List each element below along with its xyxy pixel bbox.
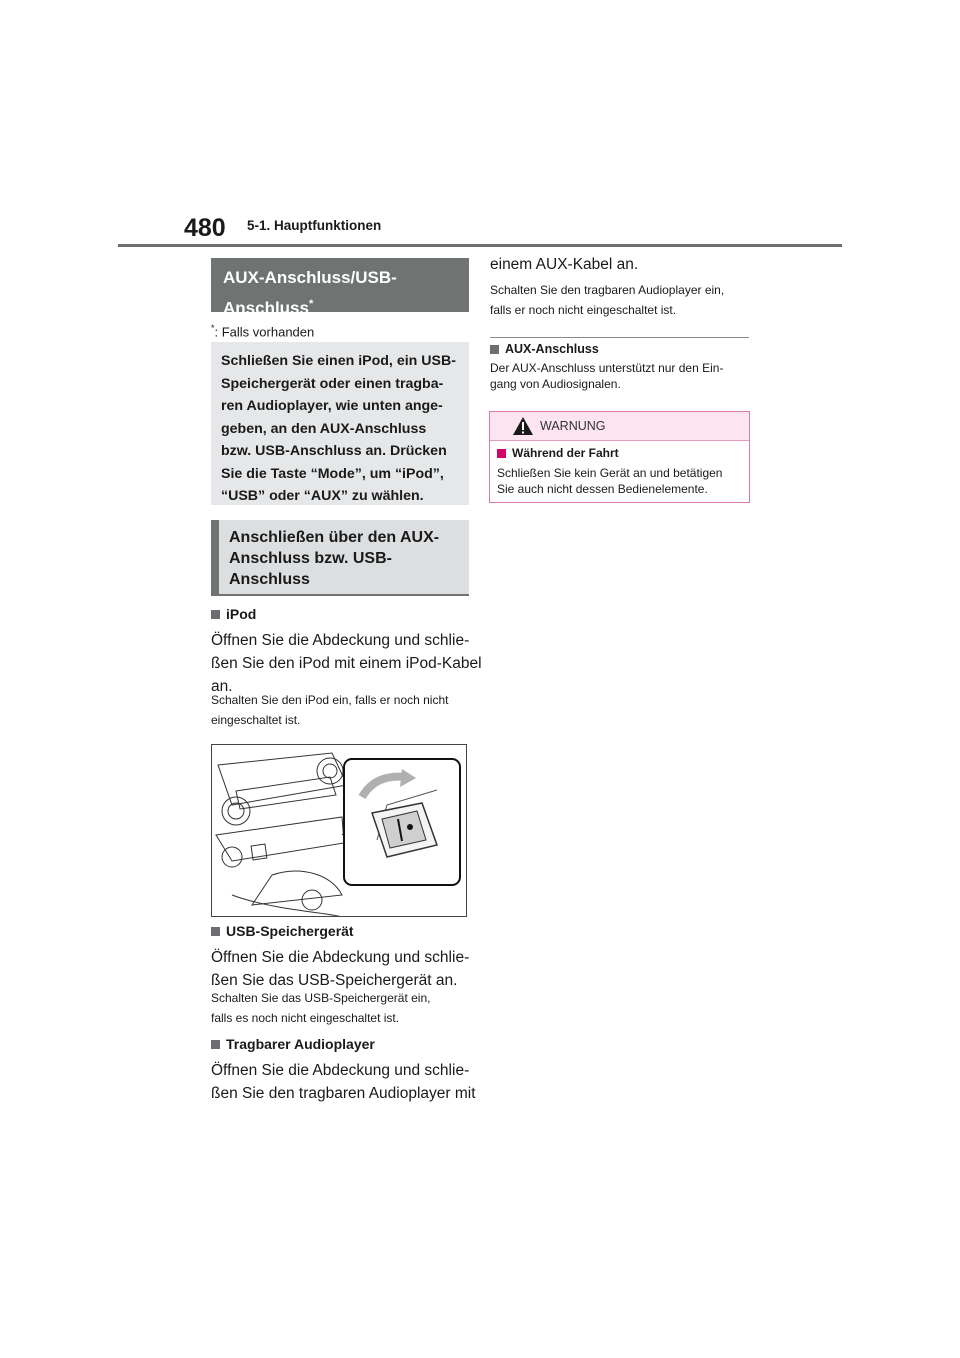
page-title <box>223 265 397 322</box>
player-body-line: ßen Sie den tragbaren Audioplayer mit <box>211 1085 476 1102</box>
usb-body-line: ßen Sie das USB-Speichergerät an. <box>211 972 458 989</box>
player-heading <box>211 1036 375 1052</box>
footnote-marker: * <box>211 323 215 333</box>
warning-header <box>490 412 749 441</box>
intro-line: Sie die Taste “Mode”, um “iPod”, <box>221 465 444 482</box>
header-rule <box>118 244 842 247</box>
aux-body-line: Der AUX-Anschluss unterstützt nur den Ein- <box>490 361 724 375</box>
subheading-line: Anschluss <box>229 571 310 588</box>
section-divider <box>490 337 749 338</box>
intro-line: “USB” oder “AUX” zu wählen. <box>221 488 424 504</box>
player-heading-text: Tragbarer Audioplayer <box>226 1036 375 1052</box>
ipod-note-line: Schalten Sie den iPod ein, falls er noch nicht <box>211 693 449 707</box>
intro-line: Schließen Sie einen iPod, ein USB- <box>221 353 456 369</box>
ipod-body-line: Öffnen Sie die Abdeckung und schlie- <box>211 632 470 649</box>
title-line-2: Anschluss <box>223 298 309 318</box>
subheading-text <box>229 527 465 590</box>
subheading-box <box>211 520 469 596</box>
warning-body <box>497 465 722 497</box>
footnote <box>211 323 314 339</box>
subheading-line: Anschluss bzw. USB- <box>229 550 392 567</box>
bullet-square-icon <box>211 927 220 936</box>
player-note <box>490 280 724 320</box>
ipod-body-line: an. <box>211 678 233 695</box>
usb-body-line: Öffnen Sie die Abdeckung und schlie- <box>211 949 470 966</box>
player-body <box>211 1059 476 1105</box>
aux-body-line: gang von Audiosignalen. <box>490 377 621 391</box>
usb-body <box>211 946 469 992</box>
section-title: 5-1. Hauptfunktionen <box>247 218 382 233</box>
bullet-square-icon <box>497 449 506 458</box>
usb-heading-text: USB-Speichergerät <box>226 923 354 939</box>
warning-triangle-icon <box>512 416 534 436</box>
footnote-text: : Falls vorhanden <box>214 324 315 340</box>
title-line-1: AUX-Anschluss/USB- <box>223 268 397 287</box>
aux-heading <box>490 342 599 356</box>
intro-line: bzw. USB-Anschluss an. Drücken <box>221 443 447 459</box>
console-drawing <box>212 745 467 917</box>
aux-body <box>490 360 723 392</box>
player-note-line: Schalten Sie den tragbaren Audioplayer ein, <box>490 283 725 297</box>
usb-port-illustration <box>211 744 467 917</box>
ipod-body-line: ßen Sie den iPod mit einem iPod-Kabel <box>211 655 482 672</box>
usb-note <box>211 988 430 1028</box>
usb-note-line: falls es noch nicht eingeschaltet ist. <box>211 1011 400 1025</box>
intro-box <box>211 342 469 505</box>
player-body-line: Öffnen Sie die Abdeckung und schlie- <box>211 1062 470 1079</box>
ipod-note <box>211 690 448 730</box>
bullet-square-icon <box>490 345 499 354</box>
page-number: 480 <box>184 214 226 242</box>
title-marker: * <box>308 298 314 310</box>
warning-box <box>489 411 750 503</box>
page-title-box <box>211 258 469 318</box>
warning-label: WARNUNG <box>540 419 606 433</box>
ipod-heading <box>211 606 256 622</box>
bullet-square-icon <box>211 1040 220 1049</box>
bullet-square-icon <box>211 610 220 619</box>
subheading-line: Anschließen über den AUX- <box>229 529 440 546</box>
warning-body-line: Sie auch nicht dessen Bedienelemente. <box>497 482 708 496</box>
usb-note-line: Schalten Sie das USB-Speichergerät ein, <box>211 991 431 1005</box>
intro-line: Speichergerät oder einen tragba- <box>221 375 444 392</box>
intro-text <box>221 350 465 508</box>
aux-heading-text: AUX-Anschluss <box>505 342 599 356</box>
intro-line: ren Audioplayer, wie unten ange- <box>221 398 443 414</box>
warning-heading <box>497 446 619 460</box>
player-note-line: falls er noch nicht eingeschaltet ist. <box>490 303 677 317</box>
warning-body-line: Schließen Sie kein Gerät an und betätigen <box>497 466 723 480</box>
warning-heading-text: Während der Fahrt <box>512 446 619 460</box>
usb-heading <box>211 923 354 939</box>
intro-line: geben, an den AUX-Anschluss <box>221 420 427 437</box>
ipod-heading-text: iPod <box>226 606 257 622</box>
ipod-note-line: eingeschaltet ist. <box>211 713 301 727</box>
ipod-body <box>211 629 482 698</box>
player-body-continued: einem AUX-Kabel an. <box>490 256 639 273</box>
